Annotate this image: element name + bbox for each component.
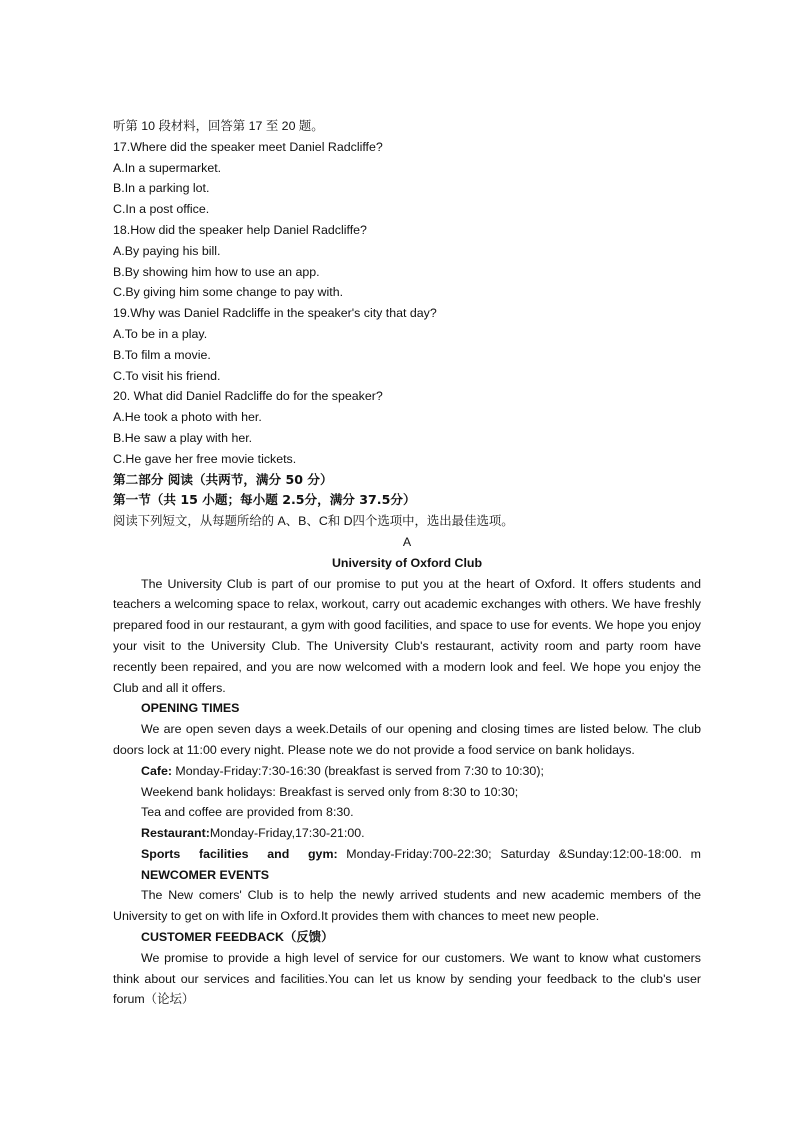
option-b: B.By showing him how to use an app. bbox=[113, 264, 320, 279]
reading-instructions: 阅读下列短文，从每题所给的 A、B、C和 D四个选项中，选出最佳选项。 bbox=[113, 514, 514, 529]
option-a: A.By paying his bill. bbox=[113, 243, 221, 258]
feedback-heading: CUSTOMER FEEDBACK（反馈） bbox=[141, 930, 334, 945]
option-c: C.In a post office. bbox=[113, 202, 210, 217]
question-18 bbox=[113, 220, 701, 303]
option-a: A.He took a photo with her. bbox=[113, 410, 262, 425]
listening-intro: 听第 10 段材料，回答第 17 至 20 题。 bbox=[113, 119, 324, 133]
tea-coffee-hours: Tea and coffee are provided from 8:30. bbox=[141, 805, 354, 820]
passage-title: University of Oxford Club bbox=[331, 555, 483, 570]
sports-text: Monday-Friday:700-22:30; Saturday &Sunday:12:00-18:00. m bbox=[337, 846, 701, 861]
option-c: C.By giving him some change to pay with. bbox=[113, 285, 344, 300]
intro-paragraph: The University Club is part of our promise to put you at the heart of Oxford. It offers students and teachers a welcoming space to relax, workout, carry out academic exchanges with others. We have freshly prepared food in our restaurant, a gym with good facilities, and space to use for events. We hope you enjoy your visit to the University Club. The University Club's restaurant, activity room and party room have recently been repaired, and you are now welcomed with a modern look and feel. We hope you enjoy the Club and all it offers. bbox=[113, 576, 701, 695]
newcomer-heading: NEWCOMER EVENTS bbox=[141, 867, 270, 882]
restaurant-label: Restaurant: bbox=[141, 826, 210, 841]
question-17 bbox=[113, 137, 701, 220]
feedback-paragraph: We promise to provide a high level of service for our customers. We want to know what customers think about our services and facilities.You can let us know by sending your feedback to the club's user forum（论坛） bbox=[113, 950, 701, 1007]
exam-page bbox=[113, 116, 701, 1010]
question-19 bbox=[113, 303, 701, 386]
newcomer-paragraph: The New comers' Club is to help the newly arrived students and new academic members of the University to get on with life in Oxford.It provides them with chances to meet new people. bbox=[113, 888, 701, 924]
restaurant-text: Monday-Friday,17:30-21:00. bbox=[209, 826, 365, 841]
opening-times-paragraph: We are open seven days a week.Details of our opening and closing times are listed below. The club doors lock at 11:00 every night. Please note we do not provide a food service on bank holidays. bbox=[113, 722, 701, 757]
option-b: B.In a parking lot. bbox=[113, 181, 210, 196]
sports-label: Sports facilities and gym: bbox=[141, 846, 338, 861]
option-a: A.To be in a play. bbox=[113, 326, 208, 341]
option-b: B.To film a movie. bbox=[113, 347, 211, 362]
passage-letter: A bbox=[402, 534, 412, 549]
option-b: B.He saw a play with her. bbox=[113, 430, 253, 445]
restaurant-hours bbox=[113, 823, 701, 844]
option-a: A.In a supermarket. bbox=[113, 160, 222, 175]
part-heading: 第二部分 阅读（共两节，满分 50 分） bbox=[113, 471, 333, 487]
cafe-text: Monday-Friday:7:30-16:30 (breakfast is served from 7:30 to 10:30); bbox=[171, 763, 544, 778]
section-heading: 第一节（共 15 小题；每小题 2.5分，满分 37.5分） bbox=[113, 492, 416, 508]
question-stem: 18.How did the speaker help Daniel Radcliffe? bbox=[113, 222, 367, 237]
sports-hours bbox=[113, 844, 701, 865]
question-stem: 19.Why was Daniel Radcliffe in the speaker's city that day? bbox=[113, 306, 437, 321]
option-c: C.He gave her free movie tickets. bbox=[113, 451, 297, 466]
weekend-hours: Weekend bank holidays: Breakfast is served only from 8:30 to 10:30; bbox=[141, 784, 519, 799]
opening-times-heading: OPENING TIMES bbox=[141, 701, 240, 716]
question-20 bbox=[113, 386, 701, 469]
option-c: C.To visit his friend. bbox=[113, 368, 221, 383]
cafe-label: Cafe: bbox=[141, 763, 172, 778]
question-stem: 17.Where did the speaker meet Daniel Radcliffe? bbox=[113, 139, 383, 154]
cafe-hours bbox=[113, 761, 701, 782]
question-stem: 20. What did Daniel Radcliffe do for the speaker? bbox=[113, 389, 383, 404]
